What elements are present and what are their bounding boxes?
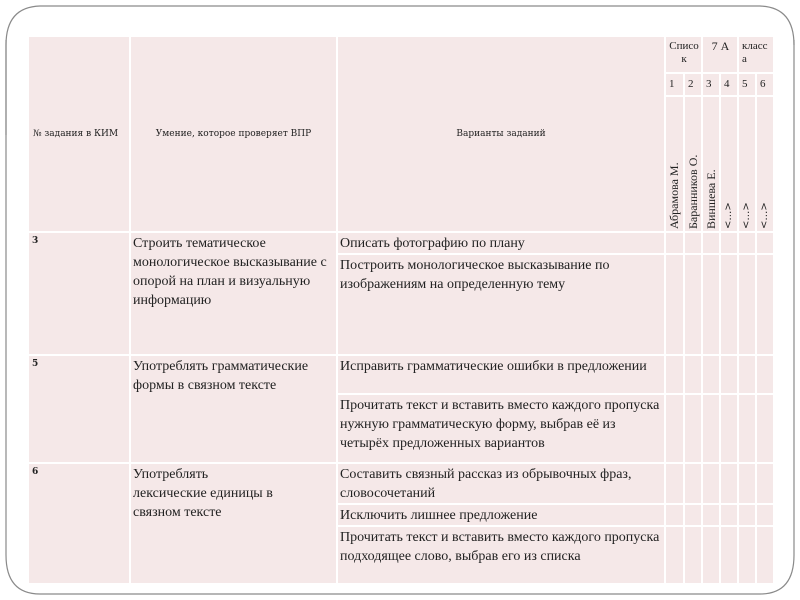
score-cell[interactable] xyxy=(665,254,684,355)
table-row xyxy=(28,355,774,394)
student-name-cell xyxy=(720,96,738,232)
score-cell[interactable] xyxy=(756,394,774,463)
score-cell[interactable] xyxy=(665,504,684,526)
score-cell[interactable] xyxy=(702,254,720,355)
skill-text: Употреблять грамматические формы в связном тексте xyxy=(130,355,337,463)
score-cell[interactable] xyxy=(702,394,720,463)
variant-text: Составить связный рассказ из обрывочных фраз, словосочетаний xyxy=(337,463,665,504)
student-name-cell xyxy=(738,96,756,232)
task-number: 3 xyxy=(28,232,130,355)
student-number: 5 xyxy=(738,73,756,96)
score-cell[interactable] xyxy=(665,394,684,463)
score-cell[interactable] xyxy=(684,254,702,355)
score-cell[interactable] xyxy=(720,526,738,584)
header-class-list-part1: Списо к xyxy=(665,36,702,73)
score-cell[interactable] xyxy=(738,504,756,526)
score-cell[interactable] xyxy=(738,394,756,463)
score-cell[interactable] xyxy=(684,394,702,463)
score-cell[interactable] xyxy=(702,526,720,584)
student-name-cell xyxy=(756,96,774,232)
score-cell[interactable] xyxy=(702,355,720,394)
student-number: 3 xyxy=(702,73,720,96)
score-cell[interactable] xyxy=(684,355,702,394)
score-cell[interactable] xyxy=(756,526,774,584)
header-skill: Умение, которое проверяет ВПР xyxy=(130,36,337,232)
task-number: 6 xyxy=(28,463,130,584)
variant-text: Прочитать текст и вставить вместо каждого пропуска подходящее слово, выбрав его из списка xyxy=(337,526,665,584)
score-cell[interactable] xyxy=(665,232,684,254)
score-cell[interactable] xyxy=(702,232,720,254)
header-task-number: № задания в КИМ xyxy=(28,36,130,232)
score-cell[interactable] xyxy=(684,232,702,254)
table-row xyxy=(28,232,774,254)
score-cell[interactable] xyxy=(665,526,684,584)
student-name: Абрамова М. xyxy=(667,162,681,229)
score-cell[interactable] xyxy=(684,526,702,584)
student-number: 1 xyxy=(665,73,684,96)
score-cell[interactable] xyxy=(738,463,756,504)
student-name: Баранников О. xyxy=(686,154,700,229)
score-cell[interactable] xyxy=(756,463,774,504)
score-cell[interactable] xyxy=(720,504,738,526)
assessment-table xyxy=(27,35,775,585)
variant-text: Прочитать текст и вставить вместо каждого пропуска нужную грамматическую форму, выбрав её из четырёх предложенных вариантов xyxy=(337,394,665,463)
student-name-cell xyxy=(665,96,684,232)
score-cell[interactable] xyxy=(738,355,756,394)
student-name-placeholder: <…> xyxy=(759,202,770,229)
student-number: 4 xyxy=(720,73,738,96)
student-number: 2 xyxy=(684,73,702,96)
score-cell[interactable] xyxy=(738,254,756,355)
header-class-list-part3: класс а xyxy=(738,36,774,73)
student-name-placeholder: <…> xyxy=(723,202,734,229)
score-cell[interactable] xyxy=(665,355,684,394)
score-cell[interactable] xyxy=(702,504,720,526)
score-cell[interactable] xyxy=(756,355,774,394)
score-cell[interactable] xyxy=(720,355,738,394)
header-variants: Варианты заданий xyxy=(337,36,665,232)
variant-text: Исправить грамматические ошибки в предложении xyxy=(337,355,665,394)
skill-text: Строить тематическое монологическое высказывание с опорой на план и визуальную информацию xyxy=(130,232,337,355)
header-class-list-part2: 7 А xyxy=(702,36,738,73)
score-cell[interactable] xyxy=(738,232,756,254)
score-cell[interactable] xyxy=(665,463,684,504)
score-cell[interactable] xyxy=(720,232,738,254)
score-cell[interactable] xyxy=(684,504,702,526)
student-name-cell xyxy=(702,96,720,232)
table-row xyxy=(28,463,774,504)
score-cell[interactable] xyxy=(756,504,774,526)
score-cell[interactable] xyxy=(720,394,738,463)
student-number: 6 xyxy=(756,73,774,96)
student-name-cell xyxy=(684,96,702,232)
task-number: 5 xyxy=(28,355,130,463)
student-name: Виншева Е. xyxy=(704,169,718,229)
student-name-placeholder: <…> xyxy=(741,202,752,229)
score-cell[interactable] xyxy=(738,526,756,584)
variant-text: Построить монологическое высказывание по изображениям на определенную тему xyxy=(337,254,665,355)
score-cell[interactable] xyxy=(756,232,774,254)
variant-text: Исключить лишнее предложение xyxy=(337,504,665,526)
score-cell[interactable] xyxy=(756,254,774,355)
score-cell[interactable] xyxy=(684,463,702,504)
skill-text: Употреблять лексические единицы в связном тексте xyxy=(130,463,337,584)
variant-text: Описать фотографию по плану xyxy=(337,232,665,254)
score-cell[interactable] xyxy=(720,254,738,355)
score-cell[interactable] xyxy=(702,463,720,504)
score-cell[interactable] xyxy=(720,463,738,504)
